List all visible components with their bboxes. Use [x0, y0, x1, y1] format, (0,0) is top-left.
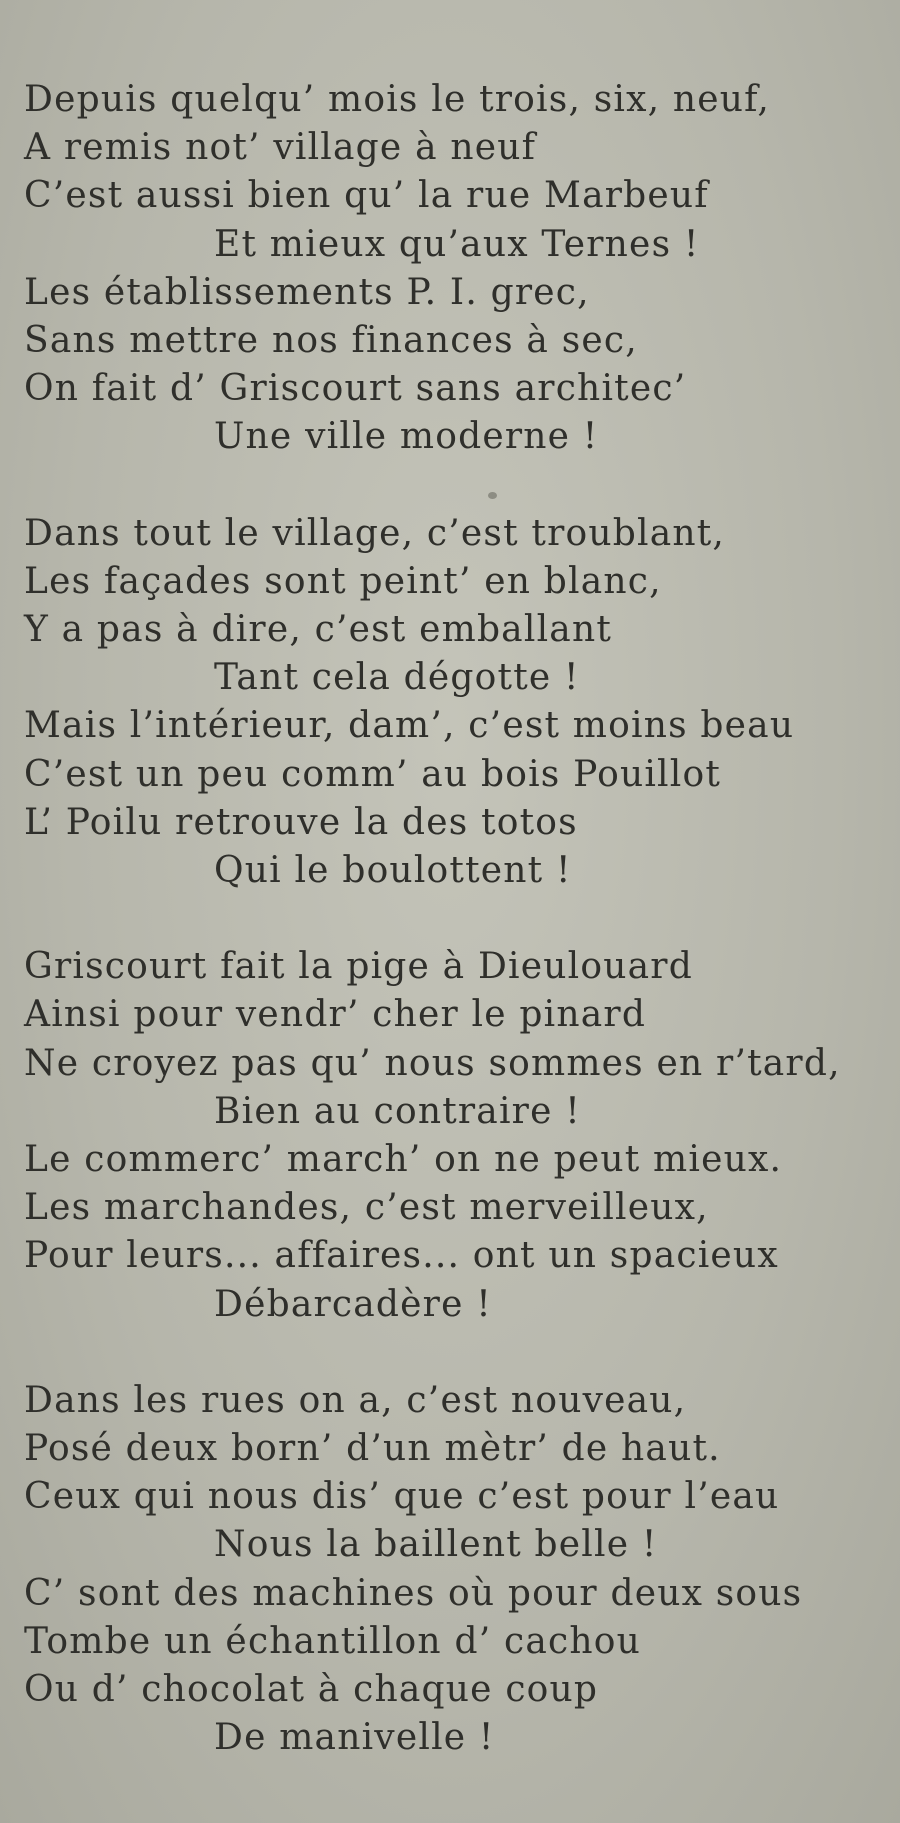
poem-line: Sans mettre nos finances à sec,	[24, 320, 638, 362]
stanza-3	[24, 943, 884, 1329]
poem-line: C’ sont des machines où pour deux sous	[24, 1572, 803, 1614]
poem-line: C’est un peu comm’ au bois Pouillot	[24, 753, 722, 795]
poem-refrain-line: Tant cela dégotte !	[214, 657, 580, 699]
poem-line: Posé deux born’ d’un mètr’ de haut.	[24, 1428, 721, 1470]
stanza-2	[24, 510, 884, 896]
poem-refrain-line: De manivelle !	[214, 1717, 495, 1759]
poem-line: Depuis quelqu’ mois le trois, six, neuf,	[24, 79, 771, 120]
poem-line: Pour leurs... affaires... ont un spacieux	[24, 1235, 779, 1277]
poem-line: On fait d’ Griscourt sans architec’	[24, 368, 687, 410]
poem-line: Les façades sont peint’ en blanc,	[24, 560, 662, 602]
poem-line: Ne croyez pas qu’ nous sommes en r’tard,	[24, 1042, 841, 1084]
poem-refrain-line: Débarcadère !	[214, 1283, 492, 1325]
poem-line: Ceux qui nous dis’ que c’est pour l’eau	[24, 1476, 780, 1518]
stanza-4	[24, 1377, 884, 1763]
poem-line: Les établissements P. I. grec,	[24, 271, 590, 313]
poem-line: Le commerc’ march’ on ne peut mieux.	[24, 1139, 783, 1181]
poem-line: Mais l’intérieur, dam’, c’est moins beau	[24, 705, 795, 747]
stanza-1	[24, 76, 884, 462]
poem-refrain-line: Et mieux qu’aux Ternes !	[214, 223, 700, 265]
poem-line: Dans les rues on a, c’est nouveau,	[24, 1379, 687, 1421]
poem-line: Ou d’ chocolat à chaque coup	[24, 1669, 599, 1711]
poem-line: Ainsi pour vendr’ cher le pinard	[24, 994, 647, 1036]
poem-refrain-line: Bien au contraire !	[214, 1090, 581, 1132]
poem-line: Y a pas à dire, c’est emballant	[24, 609, 612, 651]
poem-line: Dans tout le village, c’est troublant,	[24, 512, 726, 554]
poem-line: A remis not’ village à neuf	[24, 127, 537, 169]
poem-refrain-line: Qui le boulottent !	[214, 850, 572, 892]
poem-refrain-line: Une ville moderne !	[214, 416, 599, 458]
poem-line: Griscourt fait la pige à Dieulouard	[24, 946, 693, 988]
poem-line: L’ Poilu retrouve la des totos	[24, 801, 578, 843]
poem-line: Tombe un échantillon d’ cachou	[24, 1620, 642, 1662]
poem-refrain-line: Nous la baillent belle !	[214, 1524, 658, 1566]
poem	[24, 76, 884, 1811]
poem-line: C’est aussi bien qu’ la rue Marbeuf	[24, 175, 709, 217]
poem-line: Les marchandes, c’est merveilleux,	[24, 1187, 709, 1229]
